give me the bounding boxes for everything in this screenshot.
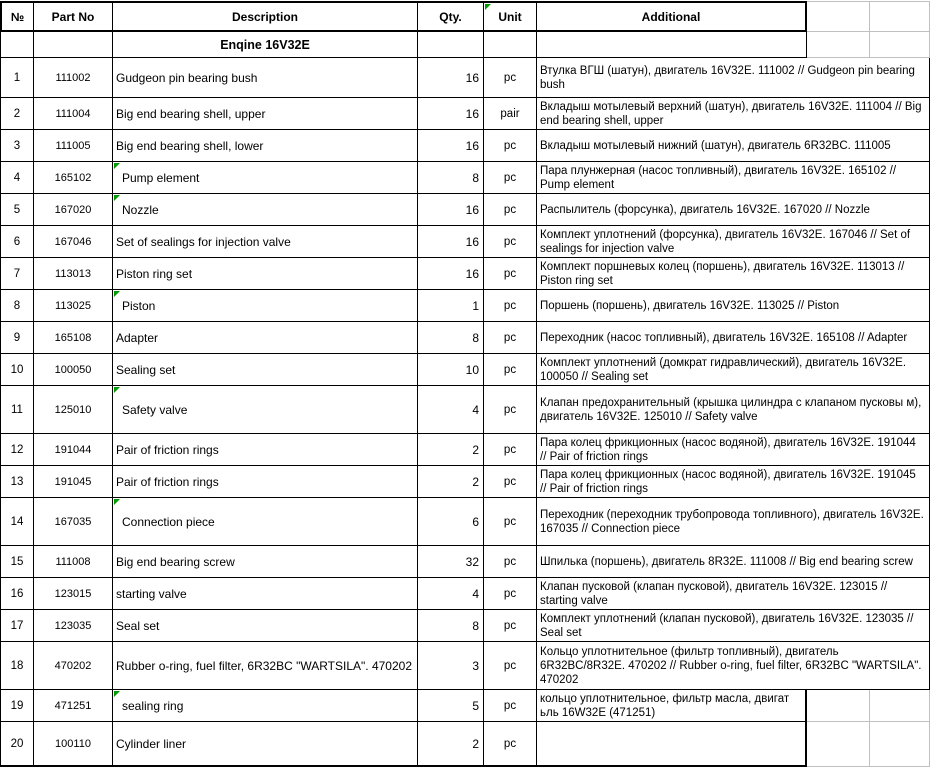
cell-additional[interactable]: Комплект уплотнений (клапан пусковой), двигатель 16V32E. 123035 // Seal set <box>537 610 930 642</box>
cell-description[interactable]: Adapter <box>113 322 418 354</box>
table-row <box>0 466 930 498</box>
cell-part-no[interactable]: 100110 <box>34 722 113 767</box>
comment-flag-icon <box>114 163 120 169</box>
cell-qty[interactable]: 2 <box>418 466 484 498</box>
table-row <box>0 610 930 642</box>
cell-additional[interactable]: Поршень (поршень), двигатель 16V32E. 113025 // Piston <box>537 290 930 322</box>
cell-unit[interactable]: pc <box>484 690 537 722</box>
cell-additional[interactable]: Пара плунжерная (насос топливный), двигатель 16V32E. 165102 // Pump element <box>537 162 930 194</box>
table-body <box>0 32 930 767</box>
cell-additional[interactable]: Клапан предохранительный (крышка цилиндра с клапаном пусковы м), двигатель 16V32E. 125010 // Safety valve <box>537 386 930 434</box>
cell-unit[interactable]: pc <box>484 58 537 98</box>
cell-part-no[interactable]: 471251 <box>34 690 113 722</box>
cell-description[interactable]: Big end bearing screw <box>113 546 418 578</box>
cell-num[interactable]: 16 <box>0 578 34 610</box>
comment-flag-icon <box>114 691 120 697</box>
empty-grid-cell[interactable] <box>870 722 930 767</box>
cell-unit[interactable]: pc <box>484 466 537 498</box>
cell-part-no[interactable]: 167020 <box>34 194 113 226</box>
comment-flag-icon <box>485 4 491 10</box>
cell-description[interactable]: sealing ring <box>113 690 418 722</box>
comment-flag-icon <box>114 195 120 201</box>
cell-num[interactable]: 14 <box>0 498 34 546</box>
empty-grid-cell[interactable] <box>870 32 930 58</box>
cell-qty[interactable]: 16 <box>418 194 484 226</box>
cell-description[interactable]: Big end bearing shell, lower <box>113 130 418 162</box>
cell-unit[interactable]: pc <box>484 162 537 194</box>
cell-part-no[interactable]: 113025 <box>34 290 113 322</box>
cell-description[interactable]: Set of sealings for injection valve <box>113 226 418 258</box>
cell-additional[interactable] <box>537 722 807 767</box>
parts-table <box>0 1 930 767</box>
cell-description[interactable]: Pump element <box>113 162 418 194</box>
cell-part-no[interactable]: 111008 <box>34 546 113 578</box>
cell-description[interactable]: Big end bearing shell, upper <box>113 98 418 130</box>
cell-additional[interactable]: Комплект уплотнений (домкрат гидравлический), двигатель 16V32E. 100050 // Sealing set <box>537 354 930 386</box>
cell-description[interactable]: starting valve <box>113 578 418 610</box>
table-row <box>0 226 930 258</box>
section-title[interactable]: Enqine 16V32E <box>113 32 418 58</box>
cell-qty[interactable] <box>418 32 484 58</box>
cell-qty[interactable]: 8 <box>418 322 484 354</box>
cell-description[interactable]: Pair of friction rings <box>113 466 418 498</box>
cell-additional[interactable]: Распылитель (форсунка), двигатель 16V32E. 167020 // Nozzle <box>537 194 930 226</box>
cell-num[interactable]: 12 <box>0 434 34 466</box>
cell-qty[interactable]: 5 <box>418 690 484 722</box>
table-row <box>0 162 930 194</box>
cell-unit[interactable]: pc <box>484 354 537 386</box>
comment-flag-icon <box>114 291 120 297</box>
table-row <box>0 690 930 722</box>
cell-num[interactable]: 17 <box>0 610 34 642</box>
cell-additional[interactable]: Втулка ВГШ (шатун), двигатель 16V32E. 111002 // Gudgeon pin bearing bush <box>537 58 930 98</box>
cell-num[interactable]: 18 <box>0 642 34 690</box>
cell-num[interactable]: 5 <box>0 194 34 226</box>
cell-num[interactable]: 3 <box>0 130 34 162</box>
cell-description[interactable]: Nozzle <box>113 194 418 226</box>
cell-num[interactable] <box>0 32 34 58</box>
cell-unit[interactable] <box>484 32 537 58</box>
cell-unit[interactable]: pc <box>484 434 537 466</box>
col-header-qty[interactable]: Qty. <box>418 1 484 32</box>
col-header-num[interactable]: № <box>0 1 34 32</box>
cell-part-no[interactable]: 111004 <box>34 98 113 130</box>
empty-grid-cell[interactable] <box>870 690 930 722</box>
cell-additional[interactable]: Кольцо уплотнительное (фильтр топливный), двигатель 6R32BC/8R32E. 470202 // Rubber o-ring, fuel filter, 6R32BC "WARTSILA". 470202 <box>537 642 930 690</box>
cell-part-no[interactable]: 191045 <box>34 466 113 498</box>
cell-qty[interactable]: 16 <box>418 130 484 162</box>
empty-grid-cell[interactable] <box>807 1 870 32</box>
cell-qty[interactable]: 16 <box>418 226 484 258</box>
cell-qty[interactable]: 6 <box>418 498 484 546</box>
table-row <box>0 722 930 767</box>
table-row <box>0 194 930 226</box>
cell-part-no[interactable]: 113013 <box>34 258 113 290</box>
cell-description[interactable]: Piston <box>113 290 418 322</box>
empty-grid-cell[interactable] <box>807 32 870 58</box>
empty-grid-cell[interactable] <box>870 1 930 32</box>
cell-description[interactable]: Cylinder liner <box>113 722 418 767</box>
cell-additional[interactable]: кольцо уплотнительное, фильтр масла, двигат ьль 16W32E (471251) <box>537 690 807 722</box>
cell-additional[interactable]: Пара колец фрикционных (насос водяной), двигатель 16V32E. 191044 // Pair of friction rings <box>537 434 930 466</box>
cell-qty[interactable]: 8 <box>418 162 484 194</box>
comment-flag-icon <box>114 499 120 505</box>
cell-description[interactable]: Sealing set <box>113 354 418 386</box>
cell-additional[interactable]: Комплект уплотнений (форсунка), двигатель 16V32E. 167046 // Set of sealings for injection valve <box>537 226 930 258</box>
cell-part-no[interactable]: 123015 <box>34 578 113 610</box>
cell-additional[interactable]: Переходник (насос топливный), двигатель 16V32E. 165108 // Adapter <box>537 322 930 354</box>
cell-qty[interactable]: 4 <box>418 578 484 610</box>
cell-additional[interactable]: Вкладыш мотылевый нижний (шатун), двигатель 6R32BC. 111005 <box>537 130 930 162</box>
cell-unit[interactable]: pc <box>484 322 537 354</box>
cell-unit[interactable]: pc <box>484 610 537 642</box>
table-row <box>0 98 930 130</box>
cell-qty[interactable]: 16 <box>418 58 484 98</box>
col-header-description[interactable]: Description <box>113 1 418 32</box>
empty-grid-cell[interactable] <box>807 722 870 767</box>
cell-num[interactable]: 6 <box>0 226 34 258</box>
cell-part-no[interactable]: 111002 <box>34 58 113 98</box>
cell-num[interactable]: 10 <box>0 354 34 386</box>
cell-qty[interactable]: 3 <box>418 642 484 690</box>
cell-num[interactable]: 20 <box>0 722 34 767</box>
cell-unit[interactable]: pc <box>484 546 537 578</box>
cell-unit[interactable]: pc <box>484 578 537 610</box>
cell-unit[interactable]: pc <box>484 498 537 546</box>
table-row <box>0 546 930 578</box>
cell-qty[interactable]: 10 <box>418 354 484 386</box>
cell-qty[interactable]: 16 <box>418 98 484 130</box>
cell-num[interactable]: 1 <box>0 58 34 98</box>
table-row <box>0 386 930 434</box>
cell-num[interactable]: 8 <box>0 290 34 322</box>
cell-num[interactable]: 11 <box>0 386 34 434</box>
cell-description[interactable]: Pair of friction rings <box>113 434 418 466</box>
table-row <box>0 642 930 690</box>
table-row <box>0 290 930 322</box>
cell-part-no[interactable]: 100050 <box>34 354 113 386</box>
cell-unit[interactable]: pc <box>484 194 537 226</box>
cell-qty[interactable]: 32 <box>418 546 484 578</box>
cell-part-no[interactable]: 125010 <box>34 386 113 434</box>
cell-additional[interactable]: Переходник (переходник трубопровода топливного), двигатель 16V32E. 167035 // Connection piece <box>537 498 930 546</box>
table-row <box>0 322 930 354</box>
cell-part-no[interactable]: 123035 <box>34 610 113 642</box>
cell-qty[interactable]: 2 <box>418 434 484 466</box>
cell-num[interactable]: 9 <box>0 322 34 354</box>
section-row <box>0 32 930 58</box>
table-row <box>0 58 930 98</box>
table-row <box>0 498 930 546</box>
cell-description[interactable]: Safety valve <box>113 386 418 434</box>
cell-qty[interactable]: 2 <box>418 722 484 767</box>
cell-unit[interactable]: pc <box>484 642 537 690</box>
table-row <box>0 258 930 290</box>
cell-num[interactable]: 19 <box>0 690 34 722</box>
col-header-unit[interactable]: Unit <box>484 1 537 32</box>
cell-unit[interactable]: pc <box>484 130 537 162</box>
cell-part-no[interactable]: 167035 <box>34 498 113 546</box>
cell-part-no[interactable]: 111005 <box>34 130 113 162</box>
col-header-additional[interactable]: Additional <box>537 1 807 32</box>
table-row <box>0 578 930 610</box>
cell-description[interactable]: Connection piece <box>113 498 418 546</box>
cell-unit[interactable]: pc <box>484 386 537 434</box>
cell-additional[interactable]: Комплект поршневых колец (поршень), двигатель 16V32E. 113013 // Piston ring set <box>537 258 930 290</box>
cell-qty[interactable]: 8 <box>418 610 484 642</box>
cell-unit[interactable]: pc <box>484 290 537 322</box>
cell-part-no[interactable]: 167046 <box>34 226 113 258</box>
cell-num[interactable]: 13 <box>0 466 34 498</box>
table-row <box>0 434 930 466</box>
cell-num[interactable]: 2 <box>0 98 34 130</box>
table-row <box>0 130 930 162</box>
cell-additional[interactable]: Вкладыш мотылевый верхний (шатун), двигатель 16V32E. 111004 // Big end bearing shell, upper <box>537 98 930 130</box>
cell-part-no[interactable]: 191044 <box>34 434 113 466</box>
cell-qty[interactable]: 4 <box>418 386 484 434</box>
cell-description[interactable]: Seal set <box>113 610 418 642</box>
cell-part-no[interactable]: 470202 <box>34 642 113 690</box>
cell-part-no[interactable]: 165102 <box>34 162 113 194</box>
cell-additional[interactable]: Шпилька (поршень), двигатель 8R32E. 111008 // Big end bearing screw <box>537 546 930 578</box>
cell-part-no[interactable]: 165108 <box>34 322 113 354</box>
cell-num[interactable]: 4 <box>0 162 34 194</box>
cell-unit[interactable]: pc <box>484 226 537 258</box>
cell-additional[interactable]: Клапан пусковой (клапан пусковой), двигатель 16V32E. 123015 // starting valve <box>537 578 930 610</box>
cell-unit[interactable]: pair <box>484 98 537 130</box>
cell-qty[interactable]: 1 <box>418 290 484 322</box>
cell-num[interactable]: 7 <box>0 258 34 290</box>
cell-num[interactable]: 15 <box>0 546 34 578</box>
cell-unit[interactable]: pc <box>484 722 537 767</box>
table-row <box>0 354 930 386</box>
cell-qty[interactable]: 16 <box>418 258 484 290</box>
cell-part-no[interactable] <box>34 32 113 58</box>
cell-additional[interactable]: Пара колец фрикционных (насос водяной), двигатель 16V32E. 191045 // Pair of friction rings <box>537 466 930 498</box>
cell-description[interactable]: Piston ring set <box>113 258 418 290</box>
cell-unit[interactable]: pc <box>484 258 537 290</box>
cell-description[interactable]: Rubber o-ring, fuel filter, 6R32BC "WARTSILA". 470202 <box>113 642 418 690</box>
empty-grid-cell[interactable] <box>807 690 870 722</box>
cell-description[interactable]: Gudgeon pin bearing bush <box>113 58 418 98</box>
comment-flag-icon <box>114 387 120 393</box>
cell-additional[interactable] <box>537 32 807 58</box>
col-header-part-no[interactable]: Part No <box>34 1 113 32</box>
header-row <box>0 1 930 32</box>
